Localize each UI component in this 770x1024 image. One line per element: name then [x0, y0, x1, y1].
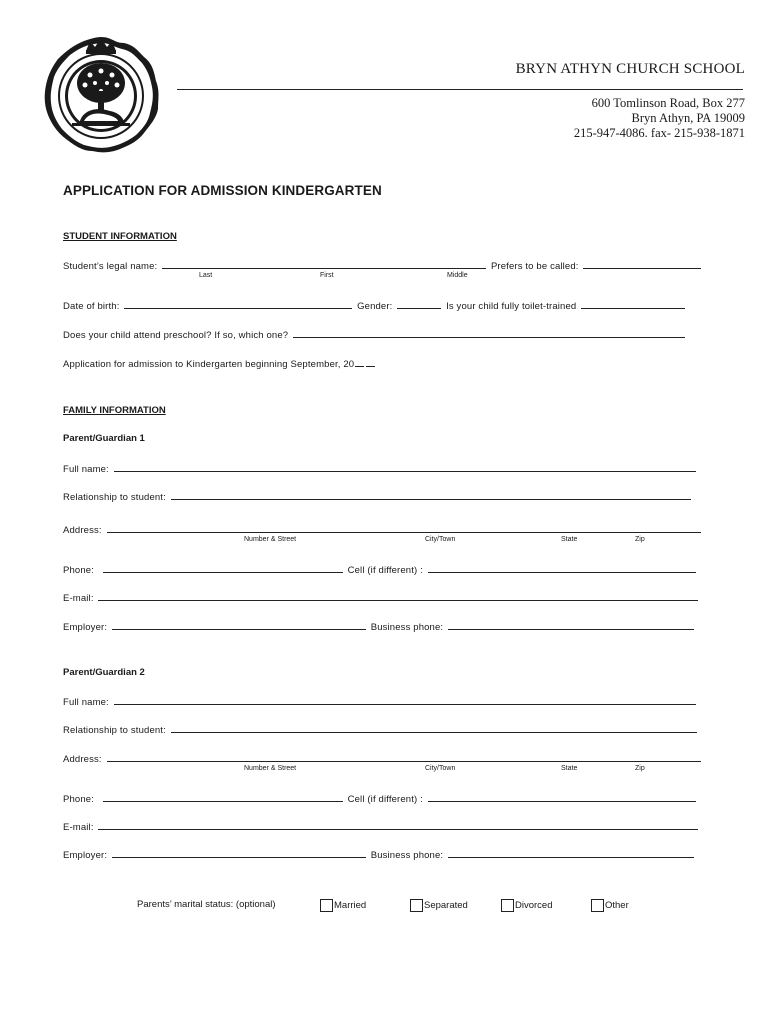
g2-cell-label: Cell (if different) :: [347, 794, 423, 805]
g2-relationship-label: Relationship to student:: [63, 725, 166, 736]
toilet-field[interactable]: [581, 299, 685, 309]
g2-phone-row: [63, 792, 698, 805]
year-digit-1-field[interactable]: [355, 357, 364, 367]
g1-phone-label: Phone:: [63, 565, 95, 576]
checkbox-married-label: Married: [334, 900, 367, 911]
g1-relationship-field[interactable]: [171, 490, 691, 500]
guardian-1-heading: Parent/Guardian 1: [63, 433, 145, 444]
checkbox-married[interactable]: [320, 899, 366, 912]
g1-address-row: [63, 523, 703, 536]
gender-label: Gender:: [357, 301, 393, 312]
g2-full-name-field[interactable]: [114, 695, 696, 705]
g2-phone-label: Phone:: [63, 794, 95, 805]
g2-phone-field[interactable]: [103, 792, 343, 802]
g2-address-label: Address:: [63, 754, 102, 765]
gender-field[interactable]: [397, 299, 441, 309]
checkbox-separated[interactable]: [410, 899, 468, 912]
g2-caption-city: City/Town: [425, 765, 456, 772]
checkbox-divorced-label: Divorced: [515, 900, 553, 911]
g1-caption-zip: Zip: [635, 536, 645, 543]
g1-email-label: E-mail:: [63, 593, 94, 604]
g1-phone-field[interactable]: [103, 563, 343, 573]
g2-email-label: E-mail:: [63, 822, 94, 833]
checkbox-separated-label: Separated: [424, 900, 468, 911]
g2-employer-label: Employer:: [63, 850, 108, 861]
checkbox-box[interactable]: [410, 899, 423, 912]
g1-email-field[interactable]: [98, 591, 698, 601]
g1-address-field[interactable]: [107, 523, 701, 533]
g1-full-name-field[interactable]: [114, 462, 696, 472]
g1-caption-city: City/Town: [425, 536, 456, 543]
g1-business-phone-label: Business phone:: [370, 622, 444, 633]
g2-caption-street: Number & Street: [244, 765, 297, 772]
g2-business-phone-label: Business phone:: [370, 850, 444, 861]
g1-relationship-row: [63, 490, 693, 503]
g2-caption-state: State: [561, 765, 578, 772]
g1-employer-label: Employer:: [63, 622, 108, 633]
dob-field[interactable]: [124, 299, 352, 309]
g1-email-row: [63, 591, 700, 604]
preschool-field[interactable]: [293, 328, 685, 338]
g2-business-phone-field[interactable]: [448, 848, 694, 858]
g1-caption-state: State: [561, 536, 578, 543]
school-seal-logo: [40, 33, 162, 157]
caption-last: Last: [199, 272, 213, 279]
g2-relationship-field[interactable]: [171, 723, 697, 733]
g1-phone-row: [63, 563, 698, 576]
g1-caption-street: Number & Street: [244, 536, 297, 543]
checkbox-box[interactable]: [501, 899, 514, 912]
guardian-2-heading: Parent/Guardian 2: [63, 667, 145, 678]
address-line-1: 600 Tomlinson Road, Box 277: [591, 96, 745, 110]
address-line-2: Bryn Athyn, PA 19009: [631, 111, 745, 125]
preschool-row: [63, 328, 687, 341]
g1-address-label: Address:: [63, 525, 102, 536]
g2-address-field[interactable]: [107, 752, 701, 762]
family-section-heading: FAMILY INFORMATION: [63, 405, 166, 416]
toilet-label: Is your child fully toilet-trained: [446, 301, 577, 312]
g2-full-name-label: Full name:: [63, 697, 109, 708]
student-section-heading: STUDENT INFORMATION: [63, 231, 177, 242]
checkbox-other-label: Other: [605, 900, 629, 911]
school-name: BRYN ATHYN CHURCH SCHOOL: [515, 61, 745, 77]
g2-relationship-row: [63, 723, 699, 736]
marital-status-label: Parents’ marital status: (optional): [137, 899, 276, 910]
g1-relationship-label: Relationship to student:: [63, 492, 166, 503]
checkbox-box[interactable]: [591, 899, 604, 912]
g2-address-row: [63, 752, 703, 765]
prefers-label: Prefers to be called:: [490, 261, 579, 272]
legal-name-label: Student’s legal name:: [63, 261, 158, 272]
checkbox-divorced[interactable]: [501, 899, 553, 912]
admission-text: Application for admission to Kindergarten beginning September, 20: [63, 359, 355, 370]
g1-full-name-label: Full name:: [63, 464, 109, 475]
legal-name-row: [63, 259, 703, 272]
g2-full-name-row: [63, 695, 698, 708]
g1-employer-row: [63, 620, 696, 633]
g2-cell-field[interactable]: [428, 792, 696, 802]
checkbox-other[interactable]: [591, 899, 629, 912]
g2-email-row: [63, 820, 700, 833]
g1-business-phone-field[interactable]: [448, 620, 694, 630]
prefers-field[interactable]: [583, 259, 701, 269]
g2-caption-zip: Zip: [635, 765, 645, 772]
admission-row: [63, 357, 376, 370]
header-divider: [177, 89, 743, 90]
preschool-label: Does your child attend preschool? If so, which one?: [63, 330, 289, 341]
g2-email-field[interactable]: [98, 820, 698, 830]
g1-employer-field[interactable]: [112, 620, 366, 630]
caption-first: First: [320, 272, 334, 279]
checkbox-box[interactable]: [320, 899, 333, 912]
g1-cell-field[interactable]: [428, 563, 696, 573]
g1-full-name-row: [63, 462, 698, 475]
legal-name-field[interactable]: [162, 259, 486, 269]
g2-employer-field[interactable]: [112, 848, 366, 858]
g2-employer-row: [63, 848, 696, 861]
form-title: APPLICATION FOR ADMISSION KINDERGARTEN: [63, 183, 382, 198]
dob-row: [63, 299, 687, 312]
year-digit-2-field[interactable]: [366, 357, 375, 367]
caption-middle: Middle: [447, 272, 468, 279]
g1-cell-label: Cell (if different) :: [347, 565, 423, 576]
phone-fax: 215-947-4086. fax- 215-938-1871: [573, 126, 745, 140]
dob-label: Date of birth:: [63, 301, 120, 312]
